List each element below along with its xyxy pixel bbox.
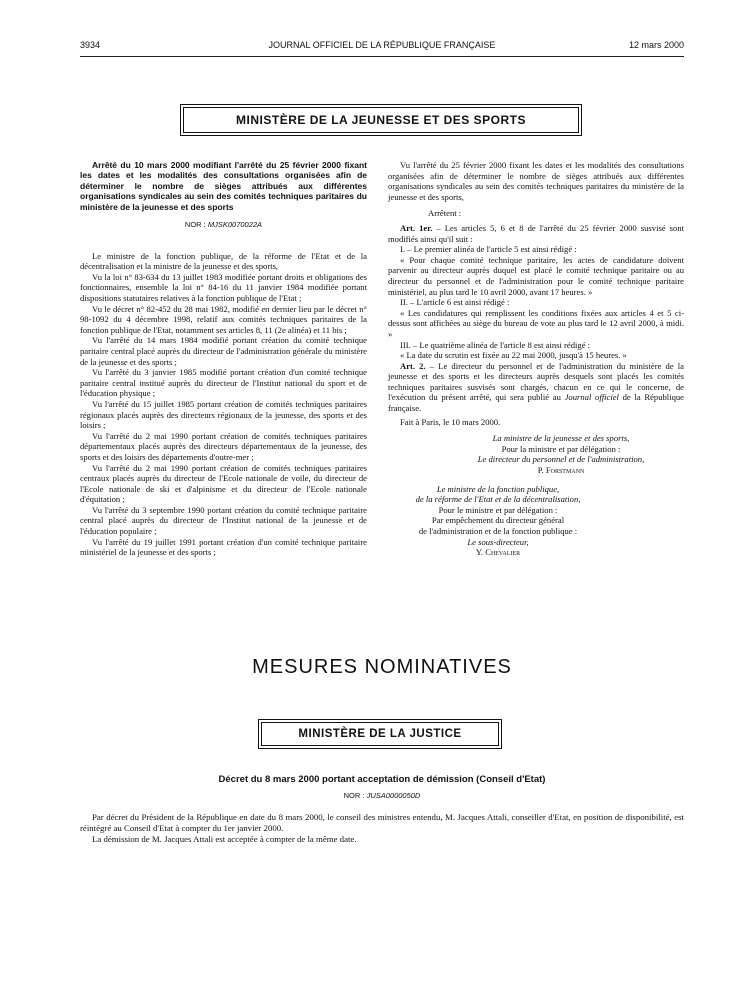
section-title: MESURES NOMINATIVES (252, 656, 512, 678)
fait-a-paris: Fait à Paris, le 10 mars 2000. (400, 416, 501, 427)
signature-jeunesse (388, 433, 684, 475)
article-2-text-end: de la République française. (388, 392, 684, 414)
journal-title: JOURNAL OFFICIEL DE LA RÉPUBLIQUE FRANÇAISE (268, 40, 496, 50)
ministry-jeunesse-box (180, 104, 582, 136)
article-1 (388, 223, 684, 244)
sig1-delegation: Pour la ministre et par délégation : (501, 443, 621, 454)
article-2 (388, 361, 684, 414)
journal-officiel-ref: Journal officiel (564, 392, 619, 403)
sig2-title: Le sous-directeur, (467, 536, 529, 547)
sig1-role: La ministre de la jeunesse et des sports, (492, 433, 630, 444)
arrete-para: Vu l'arrêté du 2 mai 1990 portant création de comités techniques paritaires départementaux placés auprès des directeurs départementaux de la jeunesse, des sports et des loisirs des départements d'outre-mer ; (80, 430, 367, 462)
arrete-para: Vu l'arrêté du 2 mai 1990 portant création de comités techniques paritaires centraux placés auprès du directeur de l'Ecole nationale de voile, du directeur de l'Ecole nationale de ski et d'alpinisme et du directeur de l'Ecole nationale d'équitation ; (80, 462, 367, 505)
sig2-name: Y. Chevalier (475, 547, 521, 558)
nor-code: JUSA0000050D (366, 791, 421, 800)
article-para: I. – Le premier alinéa de l'article 5 est ainsi rédigé : (400, 244, 577, 255)
decret-para-1: Par décret du Président de la République en date du 8 mars 2000, le conseil des ministres entendu, M. Jacques Attali, conseiller d'Etat, en position de disponibilité, est réintégré au Conseil d'Etat à compter du 1er janvier 2000. (80, 812, 684, 833)
nor-label: NOR : (343, 791, 365, 800)
sig1-title: Le directeur du personnel et de l'administration, (477, 454, 645, 465)
article-2-label: Art. 2. (400, 360, 426, 371)
article-1-label: Art. 1er. (400, 222, 433, 233)
ministry-justice-title: MINISTÈRE DE LA JUSTICE (261, 722, 499, 746)
decret-para-2: La démission de M. Jacques Attali est acceptée à compter de la même date. (92, 834, 357, 844)
nor-code: MJSK0070022A (207, 220, 263, 230)
arrete-right-column (388, 160, 684, 558)
article-quote: « Les candidatures qui remplissent les conditions fixées aux articles 4 et 5 ci-dessus sont affichées au siège du bureau de vote au plus tard le 12 avril 2000, à midi. » (388, 307, 684, 339)
arrete-para: Vu le décret n° 82-452 du 28 mai 1982, modifié en dernier lieu par le décret n° 98-1092 du 4 décembre 1998, relatif aux comités techniques paritaires de la fonction publique de l'Etat, notamment ses articles 8, 11 (2e alinéa) et 11 bis ; (80, 303, 367, 335)
arretent: Arrêtent : (428, 208, 462, 219)
sig2-delegation: Pour le ministre et par délégation : (438, 504, 558, 515)
article-2-text: – Le directeur du personnel et de l'administration du ministère de la jeunesse et des sports et les directeurs auprès desquels sont placés les comités techniques paritaires susvisés sont chargés, chacun en ce qui le concerne, de l'exécution du présent arrêté, qui sera publié au (388, 360, 684, 403)
ministry-jeunesse-title: MINISTÈRE DE LA JEUNESSE ET DES SPORTS (183, 107, 579, 133)
sig2-role-1: Le ministre de la fonction publique, (436, 483, 560, 494)
arrete-left-column (80, 160, 367, 558)
decret-nor (80, 791, 684, 800)
decret-title: Décret du 8 mars 2000 portant acceptation de démission (Conseil d'Etat) (218, 774, 546, 785)
arrete-nor (80, 220, 367, 231)
sig1-name: P. Forstmann (537, 465, 585, 476)
arrete-para: Vu l'arrêté du 14 mars 1984 modifié portant création du comité technique paritaire central placé auprès du directeur de l'administration générale du ministère de la jeunesse et des sports ; (80, 335, 367, 367)
arrete-para: Vu l'arrêté du 25 février 2000 fixant les dates et les modalités des consultations organisées afin de déterminer le nombre de sièges attribués aux différentes organisations syndicales au sein des comités techniques paritaires du ministère de la jeunesse et des sports, (388, 160, 684, 202)
article-1-text: – Les articles 5, 6 et 8 de l'arrêté du 25 février 2000 susvisé sont modifiés ainsi qu'il suit : (388, 222, 684, 244)
arrete-title: Arrêté du 10 mars 2000 modifiant l'arrêté du 25 février 2000 fixant les dates et les modalités des consultations organisées afin de déterminer le nombre de sièges attribués aux différentes organisations syndicales au sein des comités techniques paritaires du ministère de la jeunesse et des sports (80, 160, 367, 212)
sig2-role-2: de la réforme de l'Etat et de la décentralisation, (415, 494, 581, 505)
decret-body (80, 812, 684, 845)
page-header (80, 40, 684, 54)
arrete-para: Vu l'arrêté du 3 janvier 1985 modifié portant création d'un comité technique paritaire central institué auprès du directeur de l'Institut national du sport et de l'éducation physique ; (80, 367, 367, 399)
page-number: 3934 (80, 40, 101, 50)
arrete-para: Le ministre de la fonction publique, de la réforme de l'Etat et de la décentralisation et la ministre de la jeunesse et des sports, (80, 250, 367, 272)
ministry-justice-box (258, 719, 502, 749)
article-para: II. – L'article 6 est ainsi rédigé : (400, 297, 510, 308)
issue-date: 12 mars 2000 (628, 40, 684, 50)
sig2-empechement-2: de l'administration et de la fonction publique : (418, 526, 578, 536)
arrete-para: Vu l'arrêté du 15 juillet 1985 portant création de comités techniques paritaires régionaux placés auprès des directeurs régionaux de la jeunesse, des sports et des loisirs ; (80, 398, 367, 431)
arrete-para: Vu l'arrêté du 3 septembre 1990 portant création du comité technique paritaire central placé auprès du directeur de l'Institut national de la jeunesse et de l'éducation populaire ; (80, 504, 367, 537)
signature-fonction-publique (388, 484, 608, 558)
arrete-para: Vu la loi n° 83-634 du 13 juillet 1983 modifiée portant droits et obligations des fonctionnaires, ensemble la loi n° 84-16 du 11 janvier 1984 modifiée portant dispositions statutaires relatives à la fonction publique de l'Etat ; (80, 271, 367, 303)
article-para: III. – Le quatrième alinéa de l'article 8 est ainsi rédigé : (400, 339, 591, 350)
article-quote: « Pour chaque comité technique paritaire, les actes de candidature doivent parvenir au directeur auprès duquel est placé le comité technique paritaire ou au directeur du personnel et de l'administration pour le comité technique paritaire ministériel, au plus tard le 10 avril 2000, avant 17 heures. » (388, 254, 684, 297)
article-quote: « La date du scrutin est fixée au 22 mai 2000, jusqu'à 15 heures. » (400, 350, 627, 361)
nor-label: NOR : (184, 220, 206, 230)
arrete-para: Vu l'arrêté du 19 juillet 1991 portant création d'un comité technique paritaire ministériel de la jeunesse et des sports ; (80, 536, 367, 558)
header-rule (80, 56, 684, 57)
sig2-empechement-1: Par empêchement du directeur général (431, 515, 565, 526)
